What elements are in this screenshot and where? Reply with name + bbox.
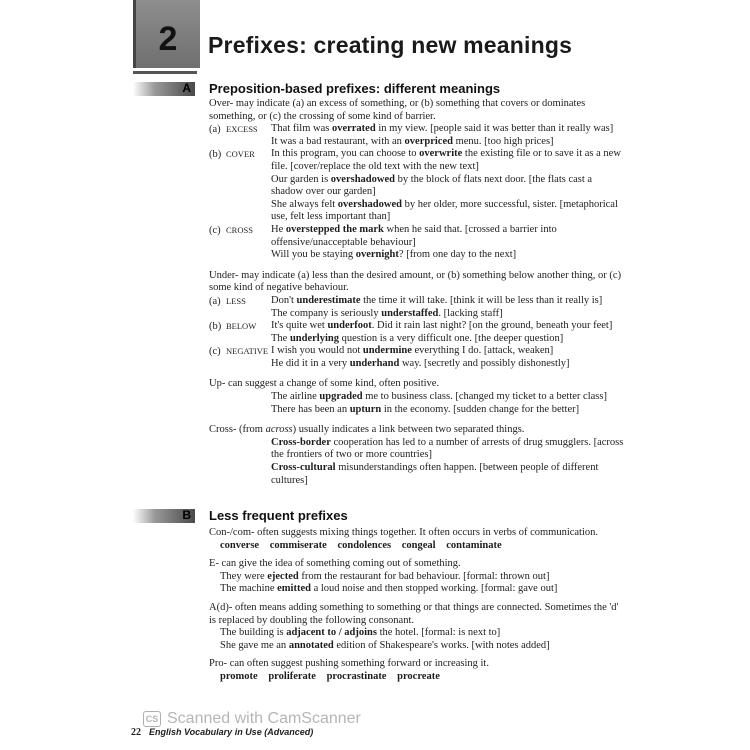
word: congeal (401, 539, 436, 551)
pro-block (209, 658, 625, 683)
word: commiserate (269, 539, 327, 551)
example-line: In this program, you can choose to overwrite the existing file or to save it as a new file. [cover/replace the old text with the new text] (271, 148, 621, 172)
example-line: Cross-cultural misunderstandings often happen. [between people of different cultures] (271, 462, 599, 486)
example-line: It's quite wet underfoot. Did it rain last night? [on the ground, beneath your feet] (271, 320, 613, 332)
section-b-title: Less frequent prefixes (209, 508, 348, 523)
scanner-watermark (143, 710, 361, 728)
word: converse (220, 539, 260, 551)
unit-number: 2 (158, 20, 178, 58)
example-line: The airline upgraded me to business class. [changed my ticket to a better class] (271, 391, 607, 403)
pro-intro: Pro- can often suggest pushing something forward or increasing it. (209, 658, 489, 670)
section-a-letter: A (182, 81, 191, 95)
section-b-content (209, 527, 625, 690)
section-b-bar (133, 509, 195, 523)
example-line: She gave me an annotated edition of Shakespeare's works. [with notes added] (220, 639, 550, 651)
example-line: The company is seriously understaffed. [lacking staff] (271, 307, 503, 319)
section-b-letter: B (182, 508, 191, 522)
example-line: It was a bad restaurant, with an overpriced menu. [too high prices] (271, 135, 554, 147)
example-line: They were ejected from the restaurant for bad behaviour. [formal: thrown out] (220, 570, 550, 582)
over-item-c: (c) CROSS He overstepped the mark when he said that. [crossed a barrier into offensive/unacceptable behaviour] Will you be staying overnight? [from one day to the next] (209, 224, 625, 262)
example-line: Cross-border cooperation has led to a number of arrests of drug smugglers. [across the frontiers of two or more countries] (271, 436, 624, 461)
under-item-b: (b) BELOW It's quite wet underfoot. Did it rain last night? [on the ground, beneath your feet] The underlying question is a very difficult one. [the deeper question] (209, 320, 625, 345)
camscanner-logo-icon: CS (143, 711, 161, 727)
ad-block (209, 602, 625, 652)
con-intro: Con-/com- often suggests mixing things together. It often occurs in verbs of communication. (209, 527, 599, 538)
unit-title: Prefixes: creating new meanings (208, 32, 573, 58)
under-intro: Under- may indicate (a) less than the desired amount, or (b) something below another thing, or (c) some kind of negative behaviour. (209, 269, 622, 294)
up-block (209, 378, 625, 416)
unit-number-box (133, 0, 200, 68)
example-line: He did it in a very underhand way. [secretly and possibly dishonestly] (271, 357, 570, 369)
over-intro: Over- may indicate (a) an excess of something, or (b) something that covers or dominates something, or (c) the crossing of some kind of barrier. (209, 98, 586, 122)
cross-block (209, 424, 625, 487)
example-line: The building is adjacent to / adjoins the hotel. [formal: is next to] (220, 627, 501, 639)
section-a-content (209, 98, 625, 495)
section-a-title: Preposition-based prefixes: different meanings (209, 81, 501, 96)
ad-intro: A(d)- often means adding something to something or that things are connected. Sometimes the 'd' is replaced by doubling the following consonant. (209, 601, 619, 626)
word: procreate (397, 670, 440, 682)
example-line: She always felt overshadowed by her older, more successful, sister. [metaphorical use, felt less important than] (271, 198, 618, 223)
under-item-a: (a) LESS Don't underestimate the time it will take. [think it will be less than it really is] The company is seriously understaffed. [lacking staff] (209, 295, 625, 320)
example-line: Will you be staying overnight? [from one day to the next] (271, 249, 517, 261)
section-a-bar (133, 82, 195, 96)
word-list (220, 540, 625, 553)
example-line: There has been an upturn in the economy. [sudden change for the better] (271, 403, 580, 415)
example-line: He overstepped the mark when he said that. [crossed a barrier into offensive/unacceptable behaviour] (271, 223, 557, 248)
example-line: I wish you would not undermine everything I do. [attack, weaken] (271, 345, 554, 357)
word: promote (220, 670, 258, 682)
book-title: English Vocabulary in Use (Advanced) (149, 727, 314, 737)
example-line: The machine emitted a loud noise and then stopped working. [formal: gave out] (220, 583, 558, 595)
under-block (209, 270, 625, 371)
word: proliferate (268, 670, 316, 682)
cross-intro: Cross- (from across) usually indicates a link between two separated things. (209, 424, 525, 436)
e-intro: E- can give the idea of something coming out of something. (209, 558, 461, 570)
con-block (209, 527, 625, 552)
e-block (209, 558, 625, 596)
over-item-a: (a) EXCESS That film was overrated in my view. [people said it was better than it really was] It was a bad restaurant, with an overpriced menu. [too high prices] (209, 123, 625, 148)
watermark-text: Scanned with CamScanner (167, 710, 361, 727)
example-line: That film was overrated in my view. [people said it was better than it really was] (271, 123, 614, 135)
word: procrastinate (326, 670, 387, 682)
over-item-b: (b) COVER In this program, you can choose to overwrite the existing file or to save it as a new file. [cover/replace the old text with the new text] Our garden is overshadowed by the block of flats next door. [the flats cast a shadow over our garden] She always felt overshadowed by her older, more successful, sister. [metaphorical use, felt less important than] (209, 148, 625, 224)
under-item-c: (c) NEGATIVE I wish you would not undermine everything I do. [attack, weaken] He did it in a very underhand way. [secretly and possibly dishonestly] (209, 345, 625, 370)
word: condolences (337, 539, 392, 551)
over-block (209, 98, 625, 262)
word: contaminate (446, 539, 502, 551)
example-line: Our garden is overshadowed by the block of flats next door. [the flats cast a shadow over our garden] (271, 173, 593, 198)
unit-rule (133, 71, 197, 74)
example-line: The underlying question is a very difficult one. [the deeper question] (271, 332, 564, 344)
word-list (220, 671, 625, 684)
up-intro: Up- can suggest a change of some kind, often positive. (209, 378, 440, 390)
page-number: 22 (131, 727, 141, 738)
example-line: Don't underestimate the time it will take. [think it will be less than it really is] (271, 294, 603, 306)
